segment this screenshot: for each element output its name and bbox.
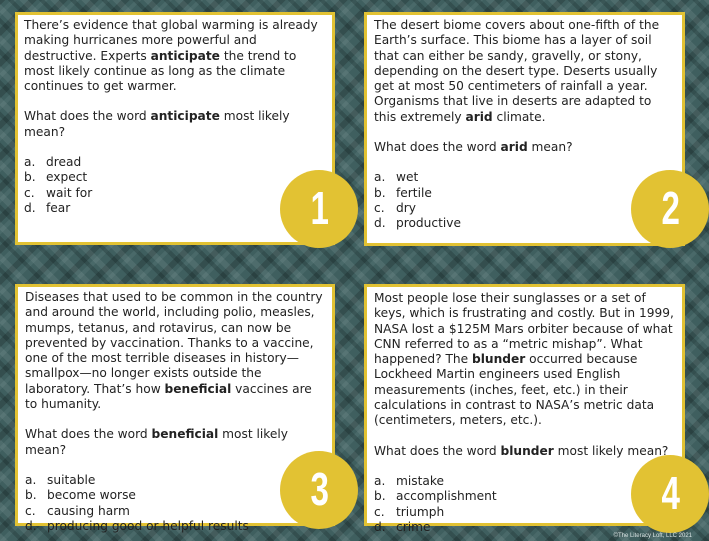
option-d[interactable]: d. productive <box>374 216 461 231</box>
card-question: What does the word anticipate most likely mean? <box>24 109 290 139</box>
card-number-badge: 1 <box>280 170 358 248</box>
card-passage: Most people lose their sunglasses or a set of keys, which is frustrating and costly. But in 1999, NASA lost a $125M Mars orbiter because of what CNN referred to as a “metric mishap”. What happened? The blunder occurred because Lockheed Martin engineers used English measurements (inches, feet, etc.) in their calculations in contrast to NASA’s metric data (centimeters, meters, etc.). <box>374 291 674 428</box>
option-b[interactable]: b. accomplishment <box>374 489 497 504</box>
task-card-2 <box>364 12 685 246</box>
option-b[interactable]: b. fertile <box>374 185 432 200</box>
card-passage: The desert biome covers about one-fifth of the Earth’s surface. This biome has a layer of soil that can either be sandy, gravelly, or stony, depending on the desert type. Deserts usually get at most 50 centimeters of rainfall a year. Organisms that live in deserts are adapted to this extremely arid climate. <box>374 18 660 124</box>
task-card-1 <box>15 12 335 245</box>
card-passage: Diseases that used to be common in the country and around the world, including polio, measles, mumps, tetanus, and rotavirus, can now be prevented by vaccination. Thanks to a vaccine, one of the most terrible diseases in history—smallpox—no longer exists outside the laboratory. That’s how beneficial vaccines are to humanity. <box>25 290 323 412</box>
option-c[interactable]: c. triumph <box>374 504 445 519</box>
card-question: What does the word blunder most likely mean? <box>374 443 669 458</box>
card-passage: There’s evidence that global warming is already making hurricanes more powerful and destructive. Experts anticipate the trend to most likely continue as long as the climate continues to get warmer. <box>24 18 318 94</box>
card-number-badge: 4 <box>631 455 709 533</box>
option-c[interactable]: c. causing harm <box>25 503 130 518</box>
option-c[interactable]: c. dry <box>374 200 416 215</box>
option-d[interactable]: d. producing good or helpful results <box>25 518 249 533</box>
card-number-badge: 2 <box>631 170 709 248</box>
option-d[interactable]: d. crime <box>374 519 431 534</box>
option-a[interactable]: a. dread <box>24 155 82 170</box>
option-a[interactable]: a. wet <box>374 170 419 185</box>
task-card-4 <box>364 284 685 534</box>
copyright-notice: ©The Literacy Loft, LLC 2021 <box>613 533 692 539</box>
option-a[interactable]: a. suitable <box>25 472 96 487</box>
card-question: What does the word arid mean? <box>374 140 573 155</box>
card-number-badge: 3 <box>280 451 358 529</box>
card-question: What does the word beneficial most likely mean? <box>25 427 289 457</box>
option-c[interactable]: c. wait for <box>24 185 93 200</box>
option-a[interactable]: a. mistake <box>374 473 444 488</box>
option-d[interactable]: d. fear <box>24 200 71 215</box>
task-card-3 <box>15 284 335 533</box>
option-b[interactable]: b. become worse <box>25 488 136 503</box>
answer-options <box>374 474 675 535</box>
option-b[interactable]: b. expect <box>24 170 88 185</box>
answer-options <box>374 170 675 231</box>
